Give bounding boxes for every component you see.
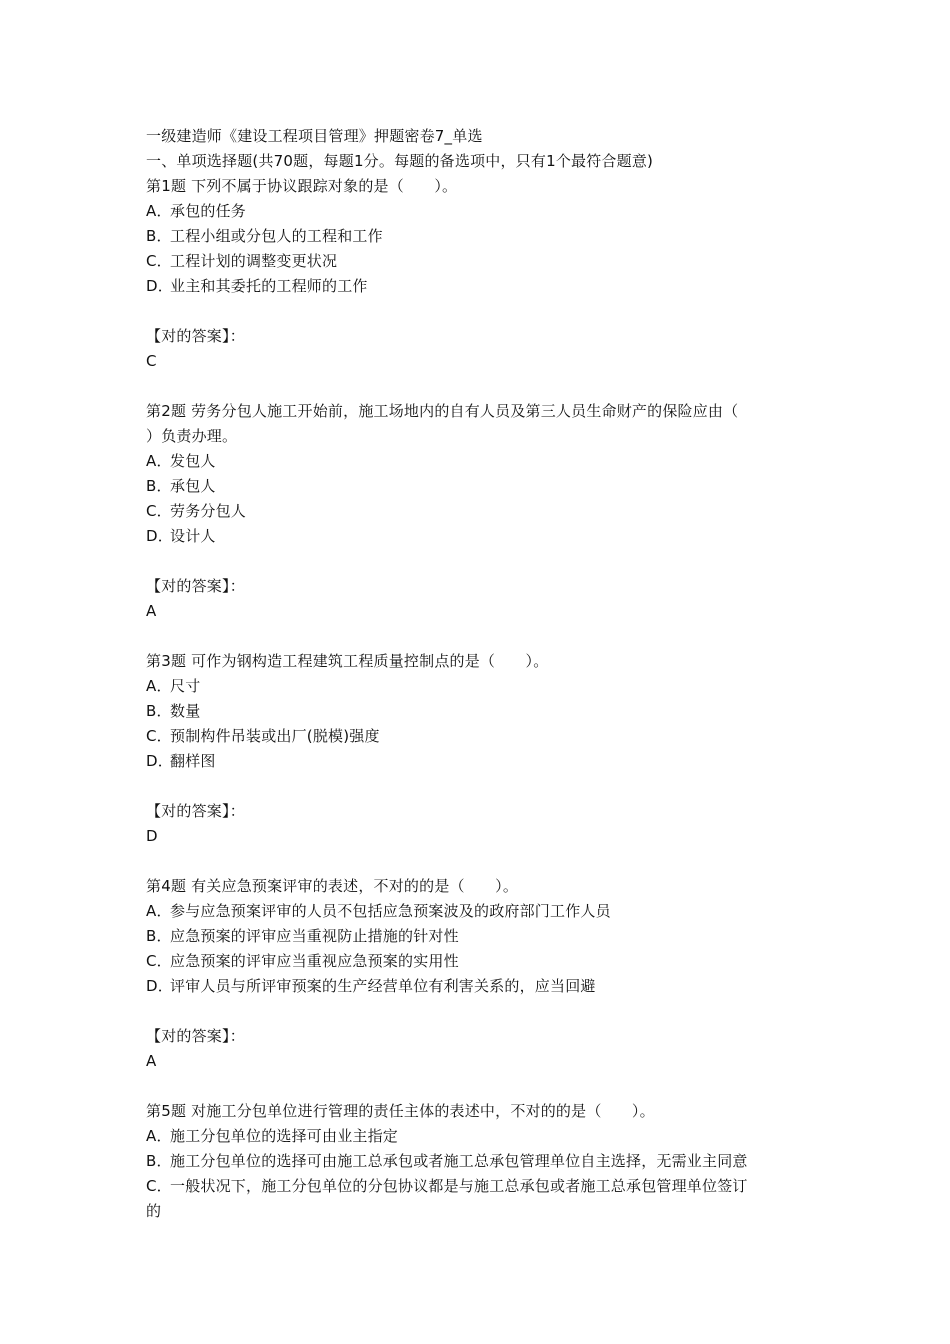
question-stem-continued: ）负责办理。 — [146, 427, 238, 445]
answer-value: A — [146, 1052, 157, 1070]
option-text: 承包人 — [170, 477, 216, 495]
option-d — [146, 524, 816, 549]
option-text: 劳务分包人 — [170, 502, 247, 520]
answer-value: C — [146, 352, 157, 370]
option-b — [146, 1149, 816, 1174]
answer-label: 【对的答案】： — [146, 327, 245, 345]
option-text: 数量 — [170, 702, 201, 720]
answer-value: D — [146, 827, 158, 845]
option-letter: D． — [146, 277, 173, 295]
option-text: 参与应急预案评审的人员不包括应急预案波及的政府部门工作人员 — [170, 902, 611, 920]
option-text: 应急预案的评审应当重视防止措施的针对性 — [170, 927, 459, 945]
option-b — [146, 474, 816, 499]
document-page — [146, 124, 816, 1224]
option-b — [146, 224, 816, 249]
option-text: 工程小组或分包人的工程和工作 — [170, 227, 383, 245]
option-text: 施工分包单位的选择可由施工总承包或者施工总承包管理单位自主选择，无需业主同意 — [170, 1152, 748, 1170]
option-a — [146, 199, 816, 224]
question-5 — [146, 1099, 816, 1224]
option-text: 施工分包单位的选择可由业主指定 — [170, 1127, 399, 1145]
option-d — [146, 974, 816, 999]
option-text: 翻样图 — [170, 752, 216, 770]
question-stem: 第1题 下列不属于协议跟踪对象的是（ ）。 — [146, 177, 458, 195]
option-letter: C． — [146, 952, 172, 970]
option-b — [146, 699, 816, 724]
question-stem: 第4题 有关应急预案评审的表述，不对的的是（ ）。 — [146, 877, 519, 895]
answer-label: 【对的答案】： — [146, 802, 245, 820]
section-heading: 一、单项选择题(共70题，每题1分。每题的备选项中，只有1个最符合题意) — [146, 152, 654, 170]
option-letter: D． — [146, 527, 173, 545]
question-stem: 第5题 对施工分包单位进行管理的责任主体的表述中，不对的的是（ ）。 — [146, 1102, 655, 1120]
option-letter: A． — [146, 902, 172, 920]
option-text: 发包人 — [170, 452, 216, 470]
option-text: 工程计划的调整变更状况 — [170, 252, 338, 270]
option-text: 设计人 — [170, 527, 216, 545]
option-letter: A． — [146, 202, 172, 220]
option-letter: B． — [146, 477, 172, 495]
option-a — [146, 1124, 816, 1149]
option-letter: C． — [146, 727, 172, 745]
question-1 — [146, 174, 816, 399]
option-letter: A． — [146, 1127, 172, 1145]
option-text: 承包的任务 — [170, 202, 247, 220]
option-a — [146, 899, 816, 924]
option-c — [146, 1174, 816, 1199]
option-letter: A． — [146, 677, 172, 695]
question-stem: 第2题 劳务分包人施工开始前，施工场地内的自有人员及第三人员生命财产的保险应由（ — [146, 402, 739, 420]
option-letter: B． — [146, 702, 172, 720]
option-c — [146, 949, 816, 974]
option-text: 业主和其委托的工程师的工作 — [170, 277, 368, 295]
document-title: 一级建造师《建设工程项目管理》押题密卷7_单选 — [146, 127, 483, 145]
option-letter: B． — [146, 227, 172, 245]
option-c-continued: 的 — [146, 1202, 162, 1220]
option-text: 预制构件吊装或出厂(脱模)强度 — [170, 727, 380, 745]
answer-label: 【对的答案】： — [146, 1027, 245, 1045]
answer-label: 【对的答案】： — [146, 577, 245, 595]
answer-value: A — [146, 602, 157, 620]
option-text: 评审人员与所评审预案的生产经营单位有利害关系的，应当回避 — [170, 977, 596, 995]
option-a — [146, 449, 816, 474]
option-b — [146, 924, 816, 949]
option-d — [146, 274, 816, 299]
option-a — [146, 674, 816, 699]
option-letter: B． — [146, 927, 172, 945]
option-letter: D． — [146, 977, 173, 995]
question-stem: 第3题 可作为钢构造工程建筑工程质量控制点的是（ ）。 — [146, 652, 549, 670]
option-d — [146, 749, 816, 774]
option-letter: C． — [146, 1177, 172, 1195]
option-text: 尺寸 — [170, 677, 201, 695]
option-letter: C． — [146, 502, 172, 520]
option-text: 一般状况下，施工分包单位的分包协议都是与施工总承包或者施工总承包管理单位签订 — [170, 1177, 748, 1195]
option-c — [146, 724, 816, 749]
option-c — [146, 249, 816, 274]
option-c — [146, 499, 816, 524]
option-letter: A． — [146, 452, 172, 470]
option-letter: B． — [146, 1152, 172, 1170]
option-letter: D． — [146, 752, 173, 770]
question-3 — [146, 649, 816, 874]
option-letter: C． — [146, 252, 172, 270]
option-text: 应急预案的评审应当重视应急预案的实用性 — [170, 952, 459, 970]
question-2 — [146, 399, 816, 649]
question-4 — [146, 874, 816, 1099]
